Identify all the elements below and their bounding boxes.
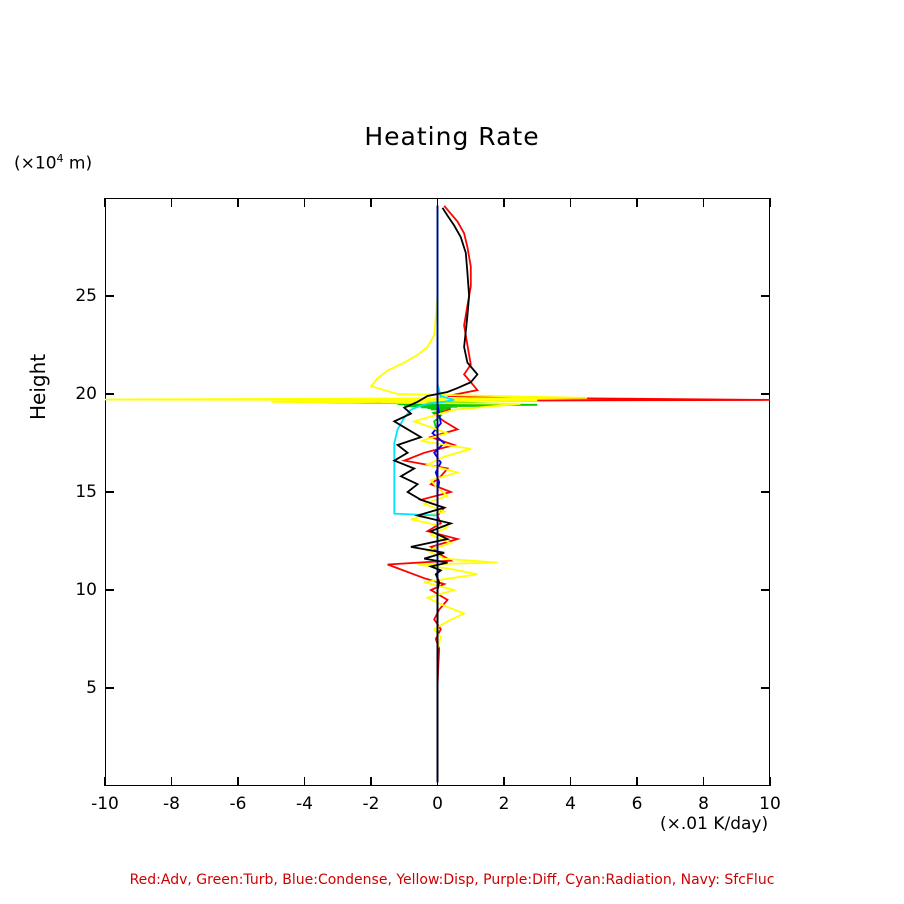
y-unit-exponent: 4 (56, 152, 64, 165)
series-line-disp (105, 206, 587, 782)
x-tick-mark (171, 777, 173, 786)
x-tick-mark (237, 777, 239, 786)
x-tick-mark (636, 777, 638, 786)
x-tick-mark-top (171, 198, 173, 207)
y-unit-suffix: m) (63, 153, 93, 174)
y-tick-mark-right (761, 687, 770, 689)
chart-title: Heating Rate (364, 122, 540, 151)
x-tick-label: -2 (362, 794, 380, 814)
x-tick-label: 10 (759, 794, 781, 814)
x-tick-mark-top (104, 198, 106, 207)
x-tick-label: 4 (565, 794, 576, 814)
series-line-adv (305, 206, 771, 782)
x-tick-label: 0 (432, 794, 443, 814)
x-tick-mark-top (437, 198, 439, 207)
x-tick-mark-top (769, 198, 771, 207)
y-tick-mark (105, 491, 114, 493)
x-tick-mark-top (304, 198, 306, 207)
y-tick-label: 5 (86, 678, 97, 698)
x-tick-mark-top (636, 198, 638, 207)
y-tick-mark-right (761, 589, 770, 591)
x-tick-mark (370, 777, 372, 786)
y-tick-label: 10 (75, 580, 97, 600)
x-tick-mark (104, 777, 106, 786)
series-layer (105, 198, 770, 786)
x-tick-label: -10 (91, 794, 119, 814)
x-tick-mark-top (703, 198, 705, 207)
y-tick-label: 15 (75, 482, 97, 502)
x-tick-label: -8 (163, 794, 180, 814)
y-tick-mark (105, 295, 114, 297)
x-tick-label: 2 (498, 794, 510, 814)
x-tick-label: 8 (698, 794, 709, 814)
x-tick-mark (304, 777, 306, 786)
x-tick-mark-top (503, 198, 505, 207)
x-tick-mark (769, 777, 771, 786)
x-tick-label: 6 (631, 794, 643, 814)
x-tick-mark-top (370, 198, 372, 207)
y-axis-unit-label (14, 152, 92, 174)
legend-caption: Red:Adv, Green:Turb, Blue:Condense, Yellow:Disp, Purple:Diff, Cyan:Radiation, Navy: SfcFluc (129, 872, 775, 888)
y-tick-mark-right (761, 393, 770, 395)
series-line-total (394, 208, 477, 782)
y-tick-mark (105, 687, 114, 689)
x-tick-label: -6 (229, 794, 247, 814)
x-tick-mark-top (570, 198, 572, 207)
x-tick-mark (437, 777, 439, 786)
x-tick-mark (503, 777, 505, 786)
y-tick-mark-right (761, 295, 770, 297)
x-tick-label: -4 (296, 794, 313, 814)
y-tick-label: 20 (75, 384, 97, 404)
x-tick-mark (570, 777, 572, 786)
y-tick-mark (105, 393, 114, 395)
series-line-turb (398, 206, 538, 782)
y-unit-prefix: (×10 (14, 153, 57, 174)
y-tick-mark (105, 589, 114, 591)
y-tick-mark-right (761, 491, 770, 493)
y-axis-title: Height (26, 353, 50, 420)
y-tick-label: 25 (75, 286, 97, 306)
x-tick-mark (703, 777, 705, 786)
x-axis-title: (×.01 K/day) (660, 814, 769, 834)
x-tick-mark-top (237, 198, 239, 207)
